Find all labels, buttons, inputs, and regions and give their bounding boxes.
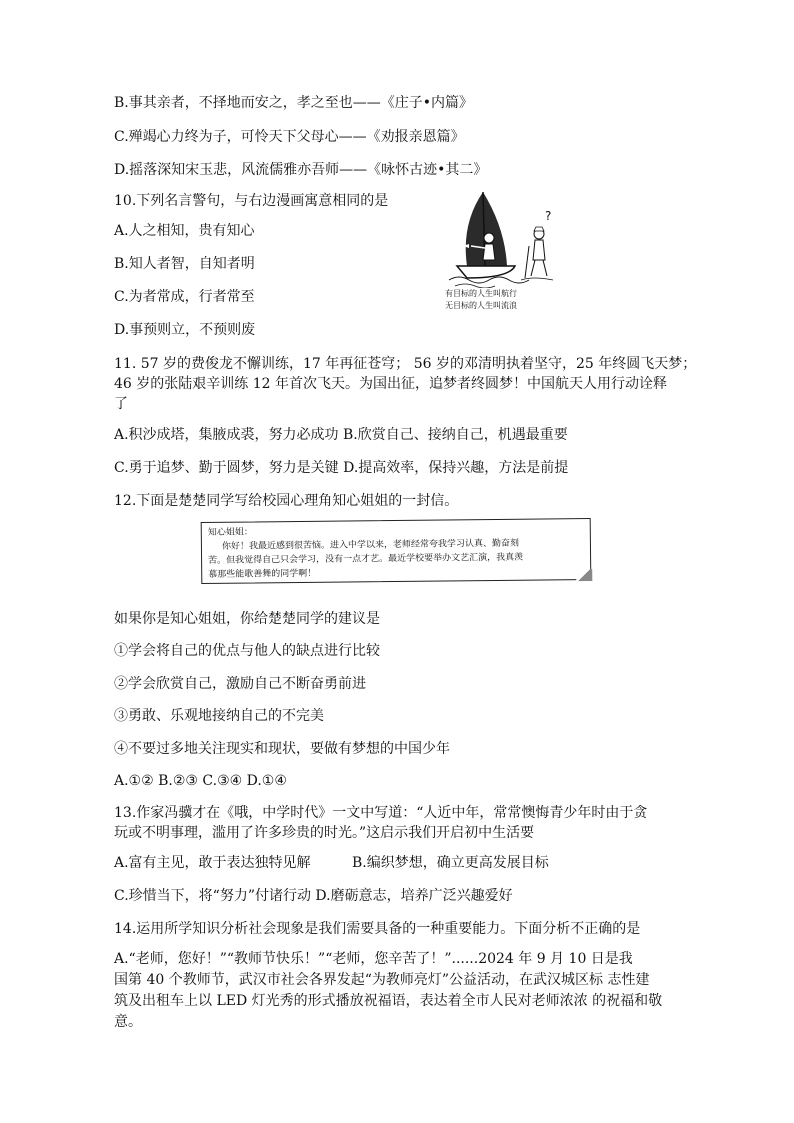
- question-13-stem-line-1: 13.作家冯骥才在《哦，中学时代》一文中写道：“人近中年，常常懊悔青少年时由于贪: [114, 805, 648, 821]
- question-11-options-cd: C.勇于追梦、勤于圆梦，努力是关键 D.提高效率，保持兴趣，方法是前提: [114, 460, 569, 476]
- question-10-stem: 10.下列名言警句，与右边漫画寓意相同的是: [114, 193, 389, 209]
- question-14-option-a-line-3: 筑及出租车上以 LED 灯光秀的形式播放祝福语，表达着全市人民对老师浓浓 的祝福和敬: [114, 993, 663, 1009]
- page-fold-corner: [576, 569, 592, 581]
- letter-line-1: 你好！我最近感到很苦恼。进入中学以来，老师经常夸我学习认真、勤奋刻: [221, 538, 519, 552]
- option-c-q9: C.殚竭心力终为子，可怜天下父母心——《劝报亲恩篇》: [114, 129, 465, 145]
- letter-box: [201, 518, 592, 584]
- question-12-item-1: ①学会将自己的优点与他人的缺点进行比较: [114, 643, 380, 659]
- question-14-option-a-line-2: 国第 40 个教师节，武汉市社会各界发起“为教师亮灯”公益活动，在武汉城区标 志性建: [114, 972, 650, 988]
- question-11-stem-line-2: 46 岁的张陆艰辛训练 12 年首次飞天。为国出征，追梦者终圆梦！中国航天人用行动诠释: [114, 376, 667, 392]
- question-12-item-4: ④不要过多地关注现实和现状，要做有梦想的中国少年: [114, 741, 450, 757]
- option-d-q9: D.摇落深知宋玉悲，风流儒雅亦吾师——《咏怀古迹•其二》: [114, 162, 488, 178]
- question-11-stem-line-1: 11. 57 岁的费俊龙不懈训练，17 年再征苍穹； 56 岁的邓清明执着坚守，25 年终圆飞天梦；: [114, 356, 697, 372]
- question-13-option-a: A.富有主见，敢于表达独特见解: [114, 855, 311, 871]
- question-10-option-b: B.知人者智，自知者明: [114, 256, 255, 272]
- question-12-prompt: 如果你是知心姐姐，你给楚楚同学的建议是: [114, 611, 380, 627]
- question-14-stem: 14.运用所学知识分析社会现象是我们需要具备的一种重要能力。下面分析不正确的是: [114, 921, 641, 937]
- question-13-stem-line-2: 玩或不明事理，滥用了许多珍贵的时光。”这启示我们开启初中生活要: [114, 825, 535, 841]
- option-b-q9: B.事其亲者，不择地而安之，孝之至也——《庄子•内篇》: [114, 95, 473, 111]
- question-mark-glyph: ?: [545, 209, 552, 223]
- letter-greeting: 知心姐姐：: [207, 527, 253, 538]
- cartoon-illustration: [445, 190, 557, 312]
- question-13-options-cd: C.珍惜当下，将“努力”付诸行动 D.磨砺意志，培养广泛兴趣爱好: [114, 888, 513, 904]
- question-13-option-b: B.编织梦想，确立更高发展目标: [352, 855, 549, 871]
- question-10-option-c: C.为者常成，行者常至: [114, 289, 255, 305]
- question-12-stem: 12.下面是楚楚同学写给校园心理角知心姐姐的一封信。: [114, 493, 459, 509]
- question-14-option-a-line-1: A.“老师，您好！”“教师节快乐！”“老师，您辛苦了！”......2024 年 9 月 10 日是我: [114, 951, 633, 967]
- question-12-item-3: ③勇敢、乐观地接纳自己的不完美: [114, 708, 324, 724]
- question-11-options-ab: A.积沙成塔，集腋成裘，努力必成功 B.欣赏自己、接纳自己，机遇最重要: [114, 427, 568, 443]
- sailboat-cartoon-image: [445, 190, 557, 288]
- question-14-option-a-line-4: 意。: [114, 1014, 142, 1030]
- letter-line-2: 苦。但我觉得自己只会学习，没有一点才艺。最近学校要举办文艺汇演，我真羡: [208, 552, 524, 566]
- question-10-option-a: A.人之相知，贵有知心: [114, 223, 255, 239]
- question-10-option-d: D.事预则立，不预则废: [114, 322, 256, 338]
- question-11-stem-line-3: 了: [114, 396, 128, 412]
- letter-line-3: 慕那些能歌善舞的同学啊！: [208, 568, 317, 580]
- question-12-choices: A.①② B.②③ C.③④ D.①④: [114, 773, 287, 789]
- cartoon-caption-2: 无目标的人生叫流浪: [445, 301, 517, 310]
- cartoon-caption-1: 有目标的人生叫航行: [445, 289, 517, 298]
- question-12-item-2: ②学会欣赏自己，激励自己不断奋勇前进: [114, 676, 366, 692]
